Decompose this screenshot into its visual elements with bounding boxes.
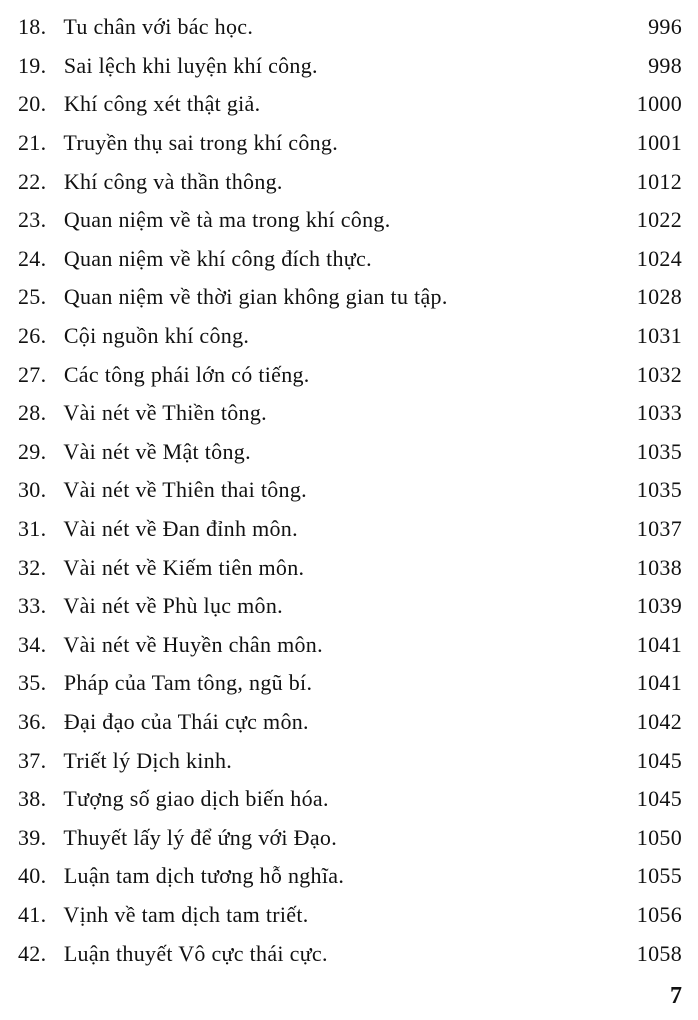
table-of-contents (18, 8, 682, 973)
toc-entry (18, 703, 682, 742)
toc-entry-title: Cội nguồn khí công. (63, 323, 250, 349)
toc-entry-title: Pháp của Tam tông, ngũ bí. (63, 670, 313, 696)
toc-entry (18, 587, 682, 626)
toc-entry (18, 47, 682, 86)
toc-entry-title: Khí công xét thật giả. (63, 91, 261, 117)
toc-entry-page: 1037 (636, 516, 682, 542)
toc-entry-number: 19. (18, 52, 47, 78)
toc-entry (18, 124, 682, 163)
toc-entry (18, 201, 682, 240)
toc-entry (18, 818, 682, 857)
toc-entry (18, 355, 682, 394)
page-number: 7 (670, 983, 682, 1009)
toc-entry-page: 1042 (636, 708, 682, 734)
toc-entry-title: Vài nét về Kiếm tiên môn. (63, 554, 305, 580)
toc-entry (18, 162, 682, 201)
toc-entry-page: 1012 (636, 168, 682, 194)
toc-entry-title: Vịnh về tam dịch tam triết. (63, 901, 309, 927)
toc-entry-number: 39. (18, 824, 47, 850)
toc-entry-title: Khí công và thần thông. (63, 168, 283, 194)
toc-entry (18, 394, 682, 433)
toc-entry (18, 8, 682, 47)
toc-entry (18, 664, 682, 703)
toc-entry-page: 1055 (636, 863, 682, 889)
toc-entry-number: 33. (18, 593, 47, 619)
toc-entry (18, 741, 682, 780)
toc-entry-number: 38. (18, 786, 47, 812)
toc-entry-page: 1056 (636, 901, 682, 927)
toc-entry-title: Luận thuyết Vô cực thái cực. (63, 940, 328, 966)
toc-entry (18, 278, 682, 317)
toc-entry-page: 996 (648, 14, 682, 40)
toc-entry (18, 85, 682, 124)
toc-entry-title: Thuyết lấy lý để ứng với Đạo. (63, 824, 337, 850)
toc-entry-title: Sai lệch khi luyện khí công. (63, 52, 318, 78)
toc-entry-title: Luận tam dịch tương hỗ nghĩa. (63, 863, 345, 889)
toc-entry-number: 26. (18, 323, 47, 349)
toc-entry-title: Đại đạo của Thái cực môn. (63, 708, 309, 734)
toc-entry-page: 1045 (636, 747, 682, 773)
toc-entry-page: 1038 (636, 554, 682, 580)
toc-entry-page: 1035 (636, 477, 682, 503)
toc-entry-title: Các tông phái lớn có tiếng. (63, 361, 310, 387)
toc-entry (18, 548, 682, 587)
toc-entry-title: Vài nét về Thiền tông. (63, 400, 267, 426)
toc-entry-number: 28. (18, 400, 47, 426)
toc-entry-page: 1050 (636, 824, 682, 850)
toc-entry-page: 1032 (636, 361, 682, 387)
toc-entry-number: 18. (18, 14, 47, 40)
toc-entry (18, 780, 682, 819)
toc-entry-number: 21. (18, 130, 47, 156)
toc-entry-title: Quan niệm về thời gian không gian tu tập. (63, 284, 448, 310)
toc-entry-number: 34. (18, 631, 47, 657)
toc-entry-page: 998 (648, 52, 682, 78)
toc-entry-title: Truyền thụ sai trong khí công. (63, 130, 339, 156)
toc-entry (18, 934, 682, 973)
toc-entry-page: 1022 (636, 207, 682, 233)
toc-entry-page: 1041 (636, 631, 682, 657)
toc-entry-page: 1045 (636, 786, 682, 812)
toc-entry (18, 471, 682, 510)
toc-entry-number: 30. (18, 477, 47, 503)
toc-entry-title: Vài nét về Phù lục môn. (63, 593, 283, 619)
toc-entry-number: 36. (18, 708, 47, 734)
toc-entry-title: Quan niệm về khí công đích thực. (63, 245, 372, 271)
toc-entry-page: 1039 (636, 593, 682, 619)
toc-entry (18, 317, 682, 356)
toc-entry-number: 25. (18, 284, 47, 310)
toc-entry (18, 857, 682, 896)
toc-entry-number: 22. (18, 168, 47, 194)
toc-entry-page: 1001 (636, 130, 682, 156)
toc-entry-number: 37. (18, 747, 47, 773)
toc-entry-page: 1024 (636, 245, 682, 271)
toc-entry (18, 510, 682, 549)
toc-entry-page: 1000 (636, 91, 682, 117)
toc-entry-number: 40. (18, 863, 47, 889)
toc-entry-number: 35. (18, 670, 47, 696)
toc-entry-title: Vài nét về Mật tông. (63, 438, 251, 464)
toc-entry-title: Vài nét về Huyền chân môn. (63, 631, 323, 657)
toc-entry-page: 1028 (636, 284, 682, 310)
toc-entry (18, 626, 682, 665)
toc-entry-number: 29. (18, 438, 47, 464)
toc-entry-number: 24. (18, 245, 47, 271)
toc-entry-page: 1033 (636, 400, 682, 426)
toc-entry-page: 1041 (636, 670, 682, 696)
toc-entry-number: 31. (18, 516, 47, 542)
toc-entry-title: Tu chân với bác học. (63, 14, 254, 40)
toc-entry-number: 42. (18, 940, 47, 966)
toc-entry-number: 20. (18, 91, 47, 117)
toc-entry-number: 41. (18, 901, 47, 927)
toc-entry-page: 1035 (636, 438, 682, 464)
toc-entry-title: Tượng số giao dịch biến hóa. (63, 786, 329, 812)
toc-entry-title: Vài nét về Thiên thai tông. (63, 477, 307, 503)
toc-entry-page: 1058 (636, 940, 682, 966)
toc-entry (18, 896, 682, 935)
toc-entry-title: Triết lý Dịch kinh. (63, 747, 233, 773)
toc-entry-title: Vài nét về Đan đỉnh môn. (63, 516, 298, 542)
toc-entry-number: 32. (18, 554, 47, 580)
toc-entry-page: 1031 (636, 323, 682, 349)
toc-entry-number: 27. (18, 361, 47, 387)
toc-entry-number: 23. (18, 207, 47, 233)
toc-entry (18, 240, 682, 279)
toc-entry-title: Quan niệm về tà ma trong khí công. (63, 207, 391, 233)
toc-entry (18, 433, 682, 472)
